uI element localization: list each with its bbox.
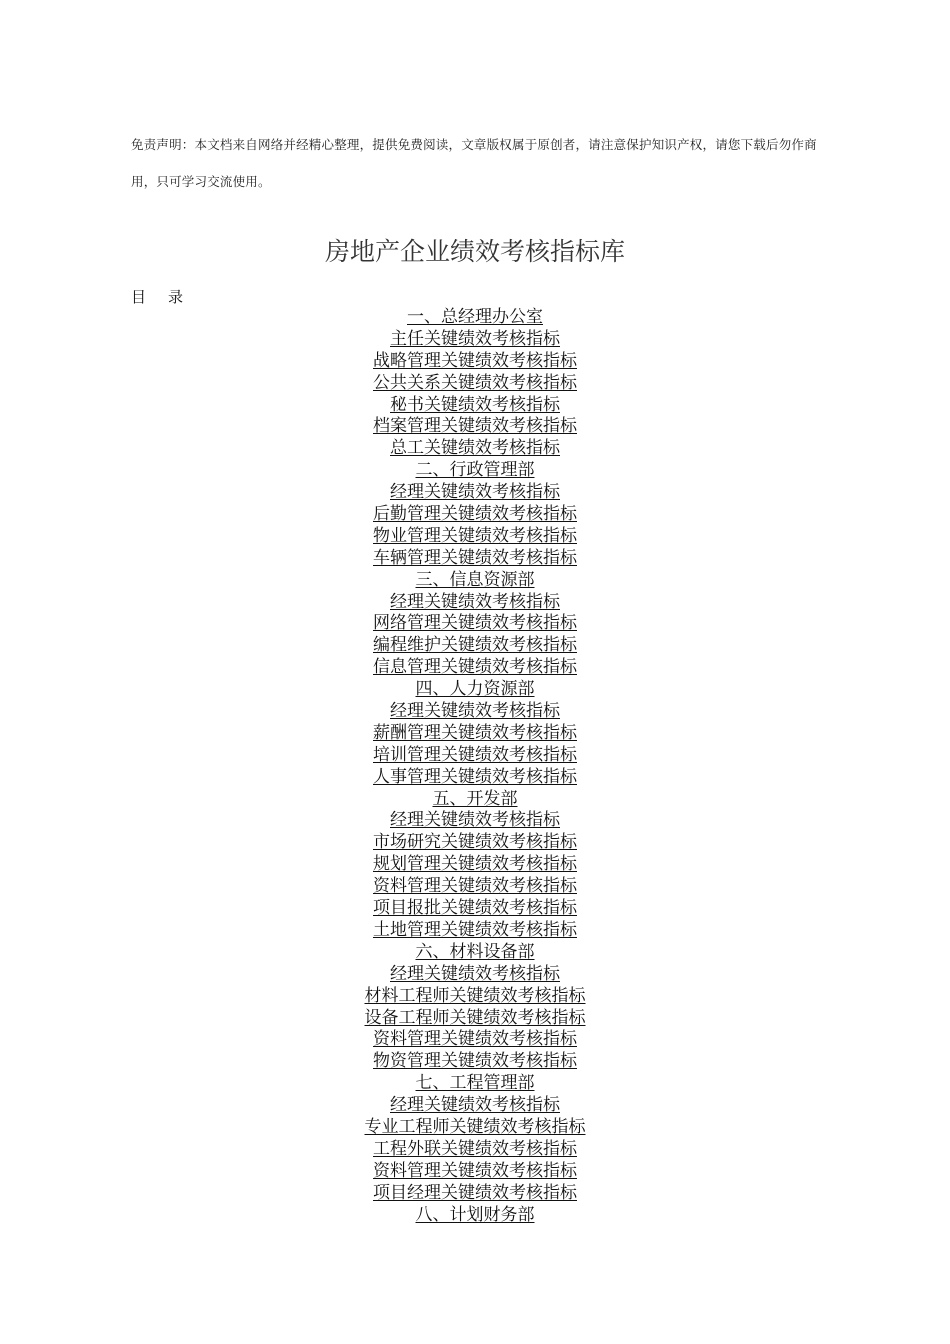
toc-entry-link[interactable]: 秘书关键绩效考核指标: [390, 394, 560, 415]
toc-entry-link[interactable]: 市场研究关键绩效考核指标: [373, 832, 577, 853]
toc-entry-link[interactable]: 土地管理关键绩效考核指标: [373, 919, 577, 940]
toc-entry-link[interactable]: 车辆管理关键绩效考核指标: [373, 547, 577, 568]
toc-entry: [0, 592, 950, 614]
toc-entry: [0, 1183, 950, 1205]
toc-entry: [0, 438, 950, 460]
toc-entry: [0, 1161, 950, 1183]
toc-section-link[interactable]: 八、计划财务部: [415, 1204, 535, 1225]
toc-entry-link[interactable]: 经理关键绩效考核指标: [390, 963, 560, 984]
document-title: 房地产企业绩效考核指标库: [324, 237, 625, 266]
toc-entry: [0, 898, 950, 920]
toc-entry: [0, 832, 950, 854]
toc-entry-link[interactable]: 物资管理关键绩效考核指标: [373, 1051, 577, 1072]
toc-entry: [0, 1095, 950, 1117]
toc-entry-link[interactable]: 编程维护关键绩效考核指标: [373, 635, 577, 656]
toc-entry-link[interactable]: 工程外联关键绩效考核指标: [373, 1138, 577, 1159]
toc-entry: [0, 395, 950, 417]
toc-entry: [0, 329, 950, 351]
toc-entry-link[interactable]: 主任关键绩效考核指标: [390, 328, 560, 349]
toc-entry: [0, 701, 950, 723]
toc-section-link[interactable]: 一、总经理办公室: [407, 307, 543, 327]
toc-entry-link[interactable]: 后勤管理关键绩效考核指标: [373, 504, 577, 525]
toc-entry: [0, 416, 950, 438]
toc-section: [0, 1205, 950, 1227]
toc-entry: [0, 723, 950, 745]
toc-entry-link[interactable]: 项目经理关键绩效考核指标: [373, 1182, 577, 1203]
toc-entry-link[interactable]: 项目报批关键绩效考核指标: [373, 898, 577, 919]
toc-entry-link[interactable]: 战略管理关键绩效考核指标: [373, 350, 577, 371]
toc-entry: [0, 854, 950, 876]
toc-section-link[interactable]: 七、工程管理部: [415, 1073, 535, 1094]
toc-heading: 目录: [131, 288, 206, 306]
toc-section: [0, 789, 950, 811]
toc-section-link[interactable]: 三、信息资源部: [415, 569, 535, 590]
toc-entry-link[interactable]: 信息管理关键绩效考核指标: [373, 657, 577, 678]
toc-entry: [0, 1117, 950, 1139]
toc-section: [0, 942, 950, 964]
toc-entry: [0, 526, 950, 548]
toc-entry-link[interactable]: 材料工程师关键绩效考核指标: [364, 985, 586, 1006]
toc-entry: [0, 635, 950, 657]
disclaimer-text: 免责声明：本文档来自网络并经精心整理，提供免费阅读，文章版权属于原创者，请注意保护知识产权，请您下载后勿作商用，只可学习交流使用。: [131, 137, 817, 189]
toc-section: [0, 307, 950, 329]
toc-entry-link[interactable]: 物业管理关键绩效考核指标: [373, 525, 577, 546]
toc-entry: [0, 986, 950, 1008]
toc-section-link[interactable]: 二、行政管理部: [415, 460, 535, 481]
toc-entry-link[interactable]: 资料管理关键绩效考核指标: [373, 876, 577, 897]
toc-entry: [0, 1029, 950, 1051]
toc-entry: [0, 657, 950, 679]
toc-section: [0, 679, 950, 701]
toc-entry-link[interactable]: 薪酬管理关键绩效考核指标: [373, 722, 577, 743]
toc-section-link[interactable]: 五、开发部: [432, 788, 518, 809]
toc-entry: [0, 964, 950, 986]
toc-section: [0, 1073, 950, 1095]
toc-entry-link[interactable]: 资料管理关键绩效考核指标: [373, 1029, 577, 1050]
toc-section: [0, 460, 950, 482]
toc-entry: [0, 920, 950, 942]
toc-entry: [0, 767, 950, 789]
toc-entry-link[interactable]: 规划管理关键绩效考核指标: [373, 854, 577, 875]
toc-section: [0, 570, 950, 592]
toc-entry-link[interactable]: 经理关键绩效考核指标: [390, 810, 560, 831]
toc-entry-link[interactable]: 经理关键绩效考核指标: [390, 1095, 560, 1116]
toc-entry: [0, 351, 950, 373]
toc-entry: [0, 1051, 950, 1073]
toc-entry: [0, 810, 950, 832]
toc-entry-link[interactable]: 资料管理关键绩效考核指标: [373, 1160, 577, 1181]
toc-entry: [0, 1139, 950, 1161]
toc-entry-link[interactable]: 公共关系关键绩效考核指标: [373, 372, 577, 393]
toc-entry: [0, 876, 950, 898]
toc-entry: [0, 373, 950, 395]
toc-entry-link[interactable]: 经理关键绩效考核指标: [390, 591, 560, 612]
toc-entry-link[interactable]: 培训管理关键绩效考核指标: [373, 744, 577, 765]
toc-entry-link[interactable]: 经理关键绩效考核指标: [390, 482, 560, 503]
toc-entry-link[interactable]: 总工关键绩效考核指标: [390, 438, 560, 459]
toc-entry: [0, 504, 950, 526]
toc-entry: [0, 482, 950, 504]
toc-entry: [0, 548, 950, 570]
toc-entry: [0, 745, 950, 767]
toc-entry: [0, 613, 950, 635]
toc-section-link[interactable]: 四、人力资源部: [415, 679, 535, 700]
table-of-contents: [0, 307, 950, 1226]
toc-entry-link[interactable]: 专业工程师关键绩效考核指标: [364, 1116, 586, 1137]
toc-entry-link[interactable]: 经理关键绩效考核指标: [390, 701, 560, 722]
toc-entry-link[interactable]: 档案管理关键绩效考核指标: [373, 416, 577, 437]
toc-entry-link[interactable]: 网络管理关键绩效考核指标: [373, 613, 577, 634]
toc-entry-link[interactable]: 人事管理关键绩效考核指标: [373, 766, 577, 787]
toc-entry-link[interactable]: 设备工程师关键绩效考核指标: [364, 1007, 586, 1028]
toc-entry: [0, 1008, 950, 1030]
toc-section-link[interactable]: 六、材料设备部: [415, 941, 535, 962]
